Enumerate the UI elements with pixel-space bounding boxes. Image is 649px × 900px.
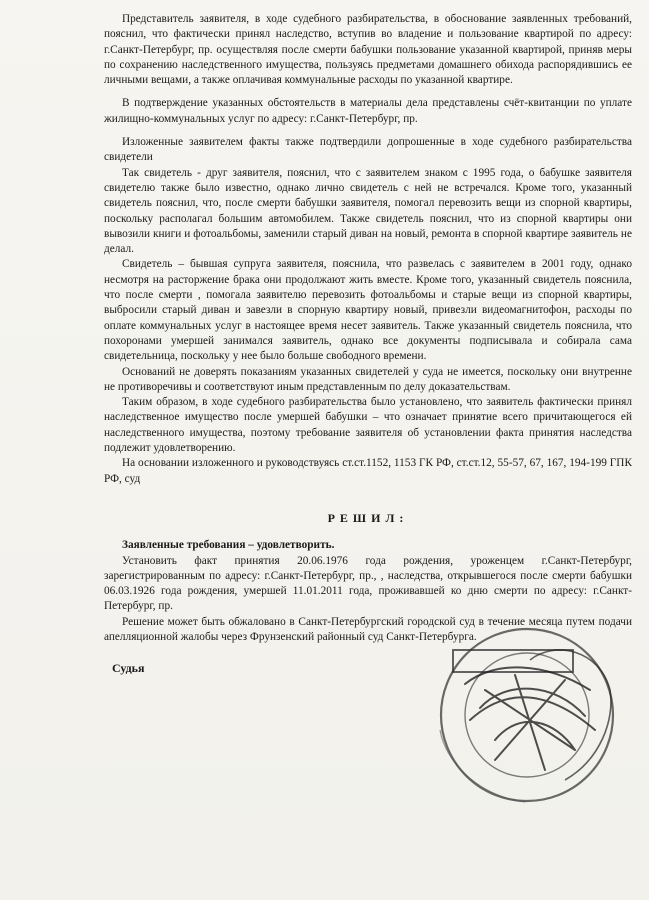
- paragraph-witnesses-intro: Изложенные заявителем факты также подтвердили допрошенные в ходе судебного разбирательства свидетели: [104, 136, 632, 164]
- decision-heading: РЕШИЛ:: [327, 510, 409, 525]
- paragraph-legal-basis: На основании изложенного и руководствуясь ст.ст.1152, 1153 ГК РФ, ст.ст.12, 55-57, 67, 167, 194-199 ГПК РФ, суд: [104, 457, 632, 485]
- court-stamp: [425, 620, 630, 810]
- decision-granted: Заявленные требования – удовлетворить.: [122, 539, 335, 552]
- paragraph-witness-spouse: Свидетель – бывшая супруга заявителя, пояснила, что развелась с заявителем в 2001 году, однако несмотря на расторжение брака они продолжают жить вместе. Кроме того, указанный свидетель пояснила, что после смерти , помогала заявителю перевозить фотоальбомы и старые вещи из спорной квартиры, выбросили старый диван и завезли в спорную квартиру новый, привезли видеомагнитофон, расходы по оплате коммунальных услуг в настоящее время несет заявитель. Также указанный свидетель пояснила, что похоронами умершей занимался заявитель, однако все документы подписывала и собирала сама свидетельница, поскольку у нее было больше свободного времени.: [104, 258, 632, 363]
- document-body: [104, 12, 632, 645]
- paragraph-witness-friend: Так свидетель - друг заявителя, пояснил, что с заявителем знаком с 1995 года, о бабушке заявителя свидетелю также было известно, однако лично свидетель с ней не встречался. Кроме того, указанный свидетель пояснил, что, после смерти бабушки заявителя, помогал перевозить вещи из спорной квартиры, поскольку располагал большим автомобилем. Также свидетель пояснил, что из спорной квартиры они вывозили книги и фотоальбомы, заменили старый диван на новый, ремонта в спорной квартире заявитель не делал.: [104, 166, 632, 256]
- decision-appeal: Решение может быть обжаловано в Санкт-Петербургский городской суд в течение месяца путем подачи апелляционной жалобы через Фрунзенский районный суд Санкт-Петербурга.: [104, 615, 632, 643]
- paragraph-credibility: Оснований не доверять показаниям указанных свидетелей у суда не имеется, поскольку они внутренне не противоречивы и соответствуют иным представленным по делу доказательствам.: [104, 365, 632, 393]
- decision-establish-fact: Установить факт принятия 20.06.1976 года рождения, уроженцем г.Санкт-Петербург, зарегистрированным по адресу: г.Санкт-Петербург, пр., , наследства, открывшегося после смерти бабушки 06.03.1926 года рождения, умершей 11.01.2011 года, проживавшей ко дню смерти по адресу: г.Санкт-Петербург, пр.: [104, 554, 632, 613]
- paragraph-receipts: В подтверждение указанных обстоятельств в материалы дела представлены счёт-квитанции по уплате жилищно-коммунальных услуг по адресу: г.Санкт-Петербург, пр.: [104, 97, 632, 125]
- judge-signature-label: Судья: [112, 661, 145, 675]
- paragraph-representative: Представитель заявителя, в ходе судебного разбирательства, в обоснование заявленных требований, пояснил, что фактически принял наследство, вступив во владение и пользование квартирой по адресу: г.Санкт-Петербург, пр. осуществляя после смерти бабушки пользование указанной квартирой, приняв меры по сохранению наследственного имущества, пользуясь предметами домашнего обихода распорядившись ее личными вещами, а также оплачивая коммунальные расходы по указанной квартире.: [104, 13, 632, 87]
- paragraph-conclusion: Таким образом, в ходе судебного разбирательства было установлено, что заявитель фактически принял наследственное имущество после умершей бабушки – что означает принятие всего причитающегося ей наследственного имущества, поэтому требование заявителя об установлении факта принятия наследства подлежит удовлетворению.: [104, 396, 632, 455]
